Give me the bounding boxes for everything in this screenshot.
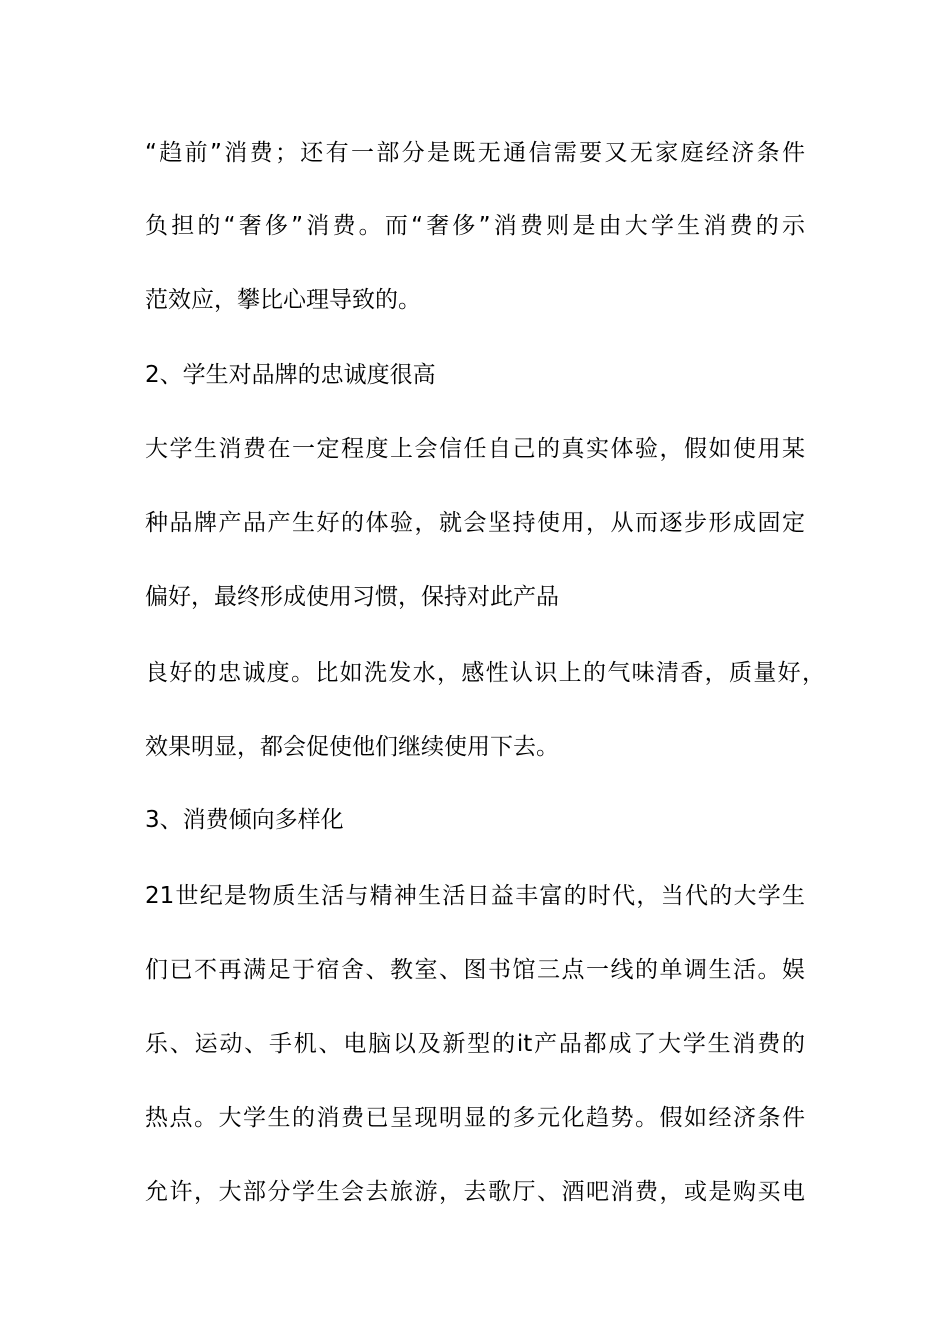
text-line: 乐、运动、手机、电脑以及新型的it产品都成了大学生消费的 xyxy=(145,1031,805,1057)
text-line: 们已不再满足于宿舍、教室、图书馆三点一线的单调生活。娱 xyxy=(145,957,805,983)
section-heading: 2、学生对品牌的忠诚度很高 xyxy=(145,362,436,388)
text-line: 效果明显，都会促使他们继续使用下去。 xyxy=(145,734,559,760)
text-line: “趋前”消费；还有一部分是既无通信需要又无家庭经济条件 xyxy=(145,140,805,166)
section-heading: 3、消费倾向多样化 xyxy=(145,807,344,833)
text-line: 范效应，攀比心理导致的。 xyxy=(145,287,421,313)
text-line: 良好的忠诚度。比如洗发水，感性认识上的气味清香，质量好， xyxy=(145,660,825,686)
text-line: 偏好，最终形成使用习惯，保持对此产品 xyxy=(145,584,559,610)
text-line: 种品牌产品产生好的体验，就会坚持使用，从而逐步形成固定 xyxy=(145,510,805,536)
text-line: 21世纪是物质生活与精神生活日益丰富的时代，当代的大学生 xyxy=(145,883,805,909)
text-line: 热点。大学生的消费已呈现明显的多元化趋势。假如经济条件 xyxy=(145,1105,805,1131)
text-line: 大学生消费在一定程度上会信任自己的真实体验，假如使用某 xyxy=(145,436,805,462)
text-line: 负担的“奢侈”消费。而“奢侈”消费则是由大学生消费的示 xyxy=(145,213,805,239)
text-line: 允许，大部分学生会去旅游，去歌厅、酒吧消费，或是购买电 xyxy=(145,1179,805,1205)
